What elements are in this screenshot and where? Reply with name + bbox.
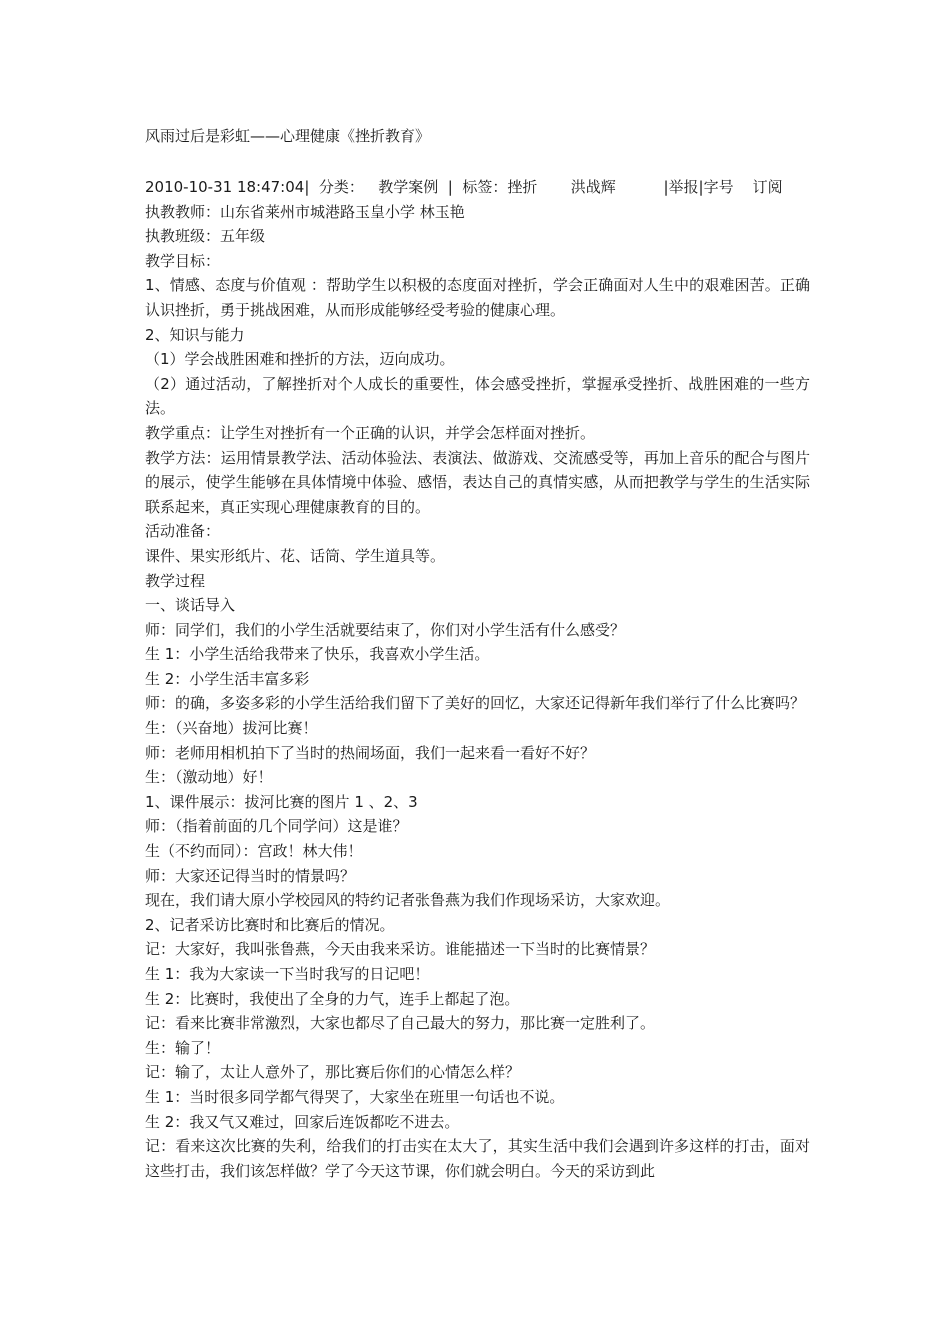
paragraph: 师：（指着前面的几个同学问）这是谁？ [145, 817, 408, 836]
paragraph: 2、知识与能力 [145, 325, 245, 344]
paragraph: 1、课件展示：拔河比赛的图片 1 、2、3 [145, 792, 418, 811]
tags-link[interactable]: 挫折 洪战辉 [507, 178, 664, 196]
paragraph: 师：同学们，我们的小学生活就要结束了，你们对小学生活有什么感受？ [145, 620, 626, 639]
document-title: 风雨过后是彩虹——心理健康《挫折教育》 [145, 127, 431, 145]
paragraph: （1）学会战胜困难和挫折的方法，迈向成功。 [145, 350, 455, 369]
paragraph: （2）通过活动，了解挫折对个人成长的重要性，体会感受挫折，掌握承受挫折、战胜困难的一些方法。 [145, 374, 810, 418]
paragraph: 师：大家还记得当时的情景吗？ [145, 866, 356, 885]
meta-separator: | [698, 178, 704, 196]
paragraph: 活动准备： [145, 522, 221, 541]
paragraph: 生 2：比赛时，我使出了全身的力气，连手上都起了泡。 [145, 989, 520, 1008]
paragraph: 教学目标： [145, 251, 221, 270]
paragraph: 生 1：小学生活给我带来了快乐，我喜欢小学生活。 [145, 645, 490, 664]
paragraph: 执教班级：五年级 [145, 227, 266, 246]
meta-separator: | [304, 178, 319, 196]
paragraph: 课件、果实形纸片、花、话筒、学生道具等。 [145, 546, 446, 565]
paragraph: 生：（激动地）好！ [145, 768, 273, 787]
report-link[interactable]: |举报 [663, 178, 699, 196]
paragraph: 教学重点：让学生对挫折有一个正确的认识，并学会怎样面对挫折。 [145, 423, 596, 442]
document-body [145, 175, 810, 1183]
category-link[interactable]: 教学案例 [363, 178, 448, 196]
subscribe-link[interactable]: 订阅 [733, 178, 783, 196]
post-meta-line [145, 175, 810, 200]
paragraph: 1、情感、态度与价值观 ：帮助学生以积极的态度面对挫折，学会正确面对人生中的艰难困苦。正确认识挫折，勇于挑战困难，从而形成能够经受考验的健康心理。 [145, 276, 810, 319]
paragraph: 记：看来比赛非常激烈，大家也都尽了自己最大的努力，那比赛一定胜利了。 [145, 1014, 656, 1033]
paragraph: 一、谈话导入 [145, 596, 236, 615]
post-datetime: 2010-10-31 18:47:04 [145, 178, 305, 196]
meta-separator: | [447, 178, 463, 196]
paragraph: 生 2：小学生活丰富多彩 [145, 669, 310, 688]
paragraph: 生 1：我为大家读一下当时我写的日记吧！ [145, 965, 430, 983]
paragraph: 生（不约而同）：宫政！林大伟！ [145, 842, 363, 861]
paragraph: 教学方法：运用情景教学法、活动体验法、表演法、做游戏、交流感受等，再加上音乐的配合与图片的展示，使学生能够在具体情境中体验、感悟，表达自己的真情实感，从而把教学与学生的生活实际联系起来，真正实现心理健康教育的目的。 [145, 448, 810, 516]
paragraph: 生 1：当时很多同学都气得哭了，大家坐在班里一句话也不说。 [145, 1087, 565, 1106]
paragraph: 现在，我们请大原小学校园风的特约记者张鲁燕为我们作现场采访，大家欢迎。 [145, 891, 671, 910]
paragraph: 2、记者采访比赛时和比赛后的情况。 [145, 915, 395, 934]
paragraph: 师：的确，多姿多彩的小学生活给我们留下了美好的回忆，大家还记得新年我们举行了什么比赛吗？ [145, 694, 806, 713]
category-label: 分类： [318, 178, 364, 196]
paragraph: 师：老师用相机拍下了当时的热闹场面，我们一起来看一看好不好？ [145, 743, 596, 762]
paragraph: 生：（兴奋地）拔河比赛！ [145, 719, 318, 738]
paragraph: 执教教师：山东省莱州市城港路玉皇小学 林玉艳 [145, 202, 465, 221]
tags-label: 标签： [462, 178, 508, 196]
paragraph: 生：输了！ [145, 1038, 221, 1057]
paragraph: 生 2：我又气又难过，回家后连饭都吃不进去。 [145, 1112, 460, 1131]
paragraph: 教学过程 [145, 571, 206, 590]
font-size-link[interactable]: 字号 [703, 178, 734, 196]
paragraph: 记：大家好，我叫张鲁燕，今天由我来采访。谁能描述一下当时的比赛情景？ [145, 940, 656, 959]
paragraph: 记：看来这次比赛的失利，给我们的打击实在太大了，其实生活中我们会遇到许多这样的打击，面对这些打击，我们该怎样做？学了今天这节课，你们就会明白。今天的采访到此 [145, 1137, 810, 1180]
paragraph: 记：输了，太让人意外了，那比赛后你们的心情怎么样？ [145, 1063, 521, 1082]
